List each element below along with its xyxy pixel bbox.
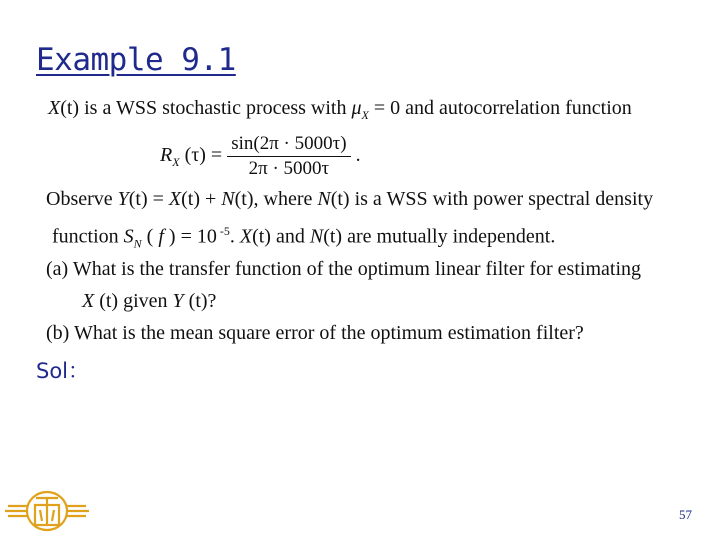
problem-line-1 bbox=[48, 97, 632, 123]
var-r: R bbox=[160, 144, 173, 167]
text: (t), where bbox=[234, 188, 318, 210]
var-n: N bbox=[317, 188, 331, 210]
sub: X bbox=[361, 108, 369, 122]
text: (t)? bbox=[183, 290, 217, 312]
text: (t) bbox=[60, 97, 80, 119]
text: ( bbox=[141, 225, 159, 248]
sub: N bbox=[133, 236, 142, 251]
text: (t) = bbox=[128, 188, 169, 210]
text: (τ) = bbox=[179, 144, 228, 167]
text: (t) is a WSS with power spectral density bbox=[330, 188, 654, 210]
text: (t) and bbox=[252, 225, 310, 248]
text: function bbox=[52, 225, 124, 248]
text: is a WSS stochastic process with bbox=[79, 97, 352, 119]
text: . bbox=[350, 144, 361, 167]
denominator: 2π · 5000τ bbox=[248, 158, 330, 179]
text: (t) are mutually independent. bbox=[323, 225, 556, 248]
solution-label: Sol： bbox=[36, 359, 90, 383]
var-x: X bbox=[82, 290, 95, 312]
fraction bbox=[227, 132, 350, 181]
sub: X bbox=[172, 155, 180, 170]
sup: -5 bbox=[216, 224, 230, 238]
var-n: N bbox=[309, 225, 324, 248]
page-number: 57 bbox=[679, 507, 692, 522]
question-a-line-2 bbox=[82, 290, 216, 313]
var-f: f bbox=[158, 225, 164, 248]
problem-line-3 bbox=[46, 188, 653, 211]
text: ) = 10 bbox=[163, 225, 217, 248]
var-s: S bbox=[123, 225, 134, 248]
autocorrelation-equation bbox=[160, 132, 361, 181]
problem-line-4 bbox=[52, 224, 555, 252]
text: . bbox=[229, 225, 240, 248]
numerator: sin(2π · 5000τ) bbox=[227, 132, 350, 157]
var-y: Y bbox=[117, 188, 129, 210]
var-n: N bbox=[221, 188, 235, 210]
text: (t) given bbox=[94, 290, 173, 312]
var-mu: μ bbox=[351, 97, 362, 119]
var-x: X bbox=[168, 188, 182, 210]
question-a-line-1: (a) What is the transfer function of the optimum linear filter for estimating bbox=[46, 258, 641, 280]
text: Observe bbox=[46, 188, 118, 210]
slide-title: Example 9.1 bbox=[36, 42, 236, 78]
text: (t) + bbox=[181, 188, 222, 210]
var-x: X bbox=[239, 225, 253, 248]
question-b: (b) What is the mean square error of the optimum estimation filter? bbox=[46, 322, 584, 344]
var-x: X bbox=[48, 97, 61, 119]
text: = 0 and autocorrelation function bbox=[368, 97, 632, 119]
var-y: Y bbox=[172, 290, 184, 312]
university-logo-icon bbox=[4, 488, 90, 534]
